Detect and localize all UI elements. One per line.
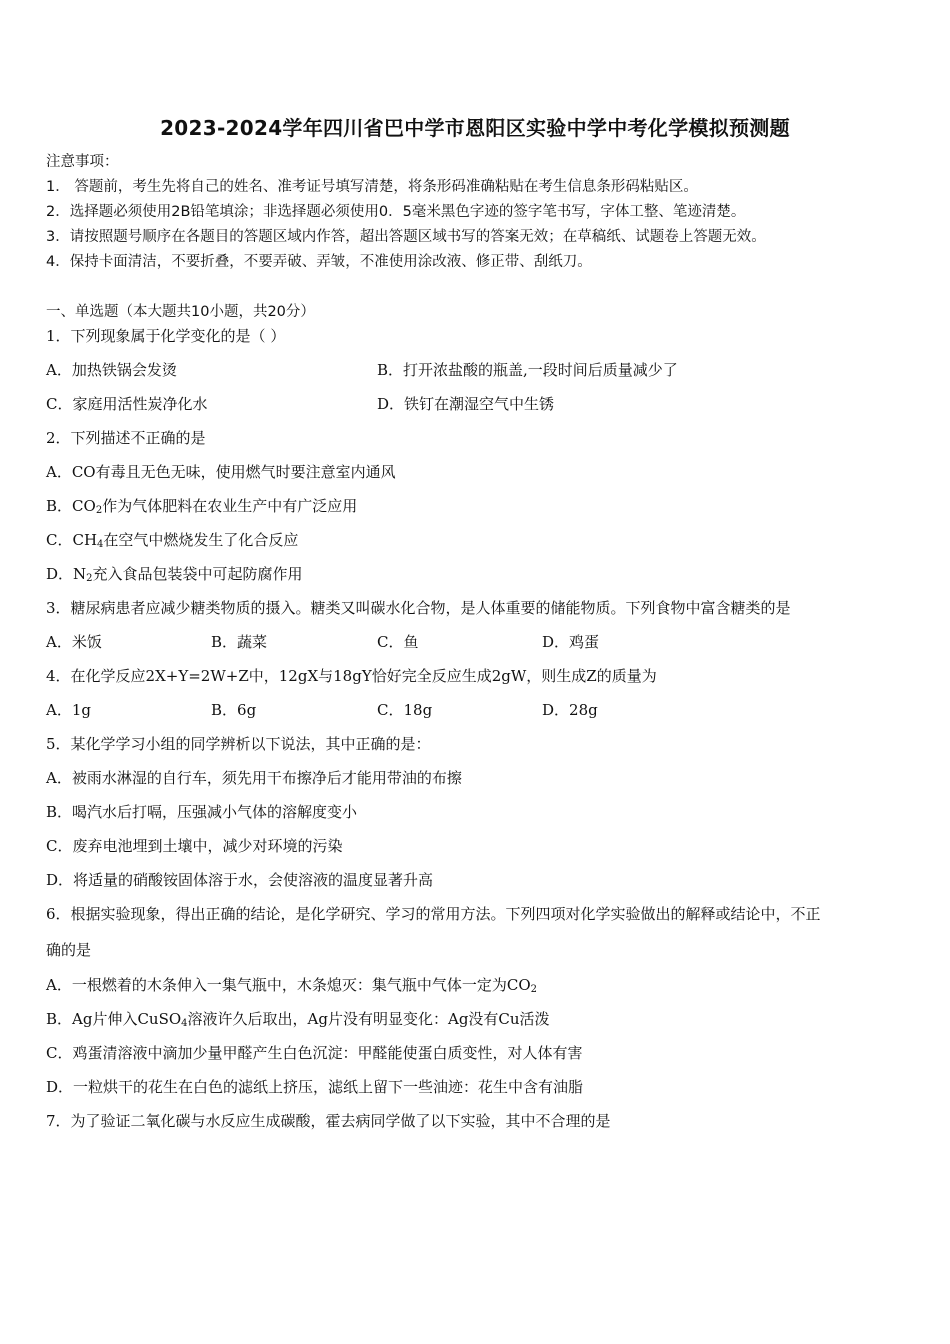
question-1-stem: 1．下列现象属于化学变化的是（ ） xyxy=(46,327,286,345)
option-a-text: A．一根燃着的木条伸入一集气瓶中，木条熄灭：集气瓶中气体一定为CO xyxy=(46,976,531,994)
notice-item-2: 2．选择题必须使用2B铅笔填涂；非选择题必须使用0．5毫米黑色字迹的签字笔书写，字体工整、笔迹清楚。 xyxy=(46,204,746,220)
question-3-option-c: C．鱼 xyxy=(377,633,419,651)
option-b-text: 作为气体肥料在农业生产中有广泛应用 xyxy=(102,497,358,515)
question-1-option-c: C．家庭用活性炭净化水 xyxy=(46,395,208,413)
question-1-option-b: B．打开浓盐酸的瓶盖,一段时间后质量减少了 xyxy=(377,361,678,379)
question-4-option-b: B．6g xyxy=(211,701,257,719)
question-5-option-d: D．将适量的硝酸铵固体溶于水，会使溶液的温度显著升高 xyxy=(46,871,434,889)
page-title: 2023-2024学年四川省巴中学市恩阳区实验中学中考化学模拟预测题 xyxy=(160,116,790,140)
option-c-prefix: C．CH xyxy=(46,531,98,549)
subscript: 4 xyxy=(181,1018,188,1029)
notice-item-3: 3．请按照题号顺序在各题目的答题区域内作答，超出答题区域书写的答案无效；在草稿纸、试题卷上答题无效。 xyxy=(46,229,766,245)
question-7-stem: 7．为了验证二氧化碳与水反应生成碳酸，霍去病同学做了以下实验，其中不合理的是 xyxy=(46,1112,611,1130)
notice-heading: 注意事项： xyxy=(46,154,119,170)
question-6-option-a xyxy=(46,975,537,1000)
question-3-option-d: D．鸡蛋 xyxy=(542,633,600,651)
subscript: 2 xyxy=(530,984,537,995)
option-d-text: 充入食品包装袋中可起防腐作用 xyxy=(92,565,303,583)
question-4-option-c: C．18g xyxy=(377,701,433,719)
question-3-stem: 3．糖尿病患者应减少糖类物质的摄入。糖类又叫碳水化合物，是人体重要的储能物质。下列食物中富含糖类的是 xyxy=(46,599,791,617)
question-3-option-b: B．蔬菜 xyxy=(211,633,268,651)
subscript: 2 xyxy=(95,505,103,516)
question-5-option-b: B．喝汽水后打嗝，压强减小气体的溶解度变小 xyxy=(46,803,358,821)
question-6-stem-line-2: 确的是 xyxy=(46,941,92,959)
question-4-option-a: A．1g xyxy=(46,701,91,719)
question-5-option-a: A．被雨水淋湿的自行车，须先用干布擦净后才能用带油的布擦 xyxy=(46,769,462,787)
question-6-option-c: C．鸡蛋清溶液中滴加少量甲醛产生白色沉淀：甲醛能使蛋白质变性，对人体有害 xyxy=(46,1044,583,1062)
option-b-text: 溶液许久后取出，Ag片没有明显变化：Ag没有Cu活泼 xyxy=(187,1010,550,1028)
question-5-stem: 5．某化学学习小组的同学辨析以下说法，其中正确的是： xyxy=(46,735,431,753)
question-2-option-a: A．CO有毒且无色无味，使用燃气时要注意室内通风 xyxy=(46,463,396,481)
option-c-text: 在空气中燃烧发生了化合反应 xyxy=(103,531,299,549)
question-4-option-d: D．28g xyxy=(542,701,598,719)
question-4-stem: 4．在化学反应2X+Y=2W+Z中，12gX与18gY恰好完全反应生成2gW，则生成Z的质量为 xyxy=(46,667,657,685)
subscript: 2 xyxy=(86,573,93,584)
question-1-option-a: A．加热铁锅会发烫 xyxy=(46,361,177,379)
option-b-prefix: B．CO xyxy=(46,497,96,515)
question-2-option-d xyxy=(46,564,303,589)
notice-item-1: 1． 答题前，考生先将自己的姓名、准考证号填写清楚，将条形码准确粘贴在考生信息条形码粘贴区。 xyxy=(46,179,698,195)
question-6-option-b xyxy=(46,1009,550,1034)
option-b-prefix: B．Ag片伸入CuSO xyxy=(46,1010,182,1028)
question-2-stem: 2．下列描述不正确的是 xyxy=(46,429,206,447)
option-d-prefix: D．N xyxy=(46,565,87,583)
question-6-option-d: D．一粒烘干的花生在白色的滤纸上挤压，滤纸上留下一些油迹：花生中含有油脂 xyxy=(46,1078,584,1096)
question-3-option-a: A．米饭 xyxy=(46,633,102,651)
question-5-option-c: C．废弃电池埋到土壤中，减少对环境的污染 xyxy=(46,837,343,855)
question-1-option-d: D．铁钉在潮湿空气中生锈 xyxy=(377,395,555,413)
question-2-option-b xyxy=(46,496,357,521)
section-heading: 一、单选题（本大题共10小题，共20分） xyxy=(46,304,315,320)
notice-item-4: 4．保持卡面清洁，不要折叠，不要弄破、弄皱，不准使用涂改液、修正带、刮纸刀。 xyxy=(46,254,592,270)
question-2-option-c xyxy=(46,530,298,555)
question-6-stem-line-1: 6．根据实验现象，得出正确的结论，是化学研究、学习的常用方法。下列四项对化学实验做出的解释或结论中，不正 xyxy=(46,905,821,923)
subscript: 4 xyxy=(97,539,104,550)
